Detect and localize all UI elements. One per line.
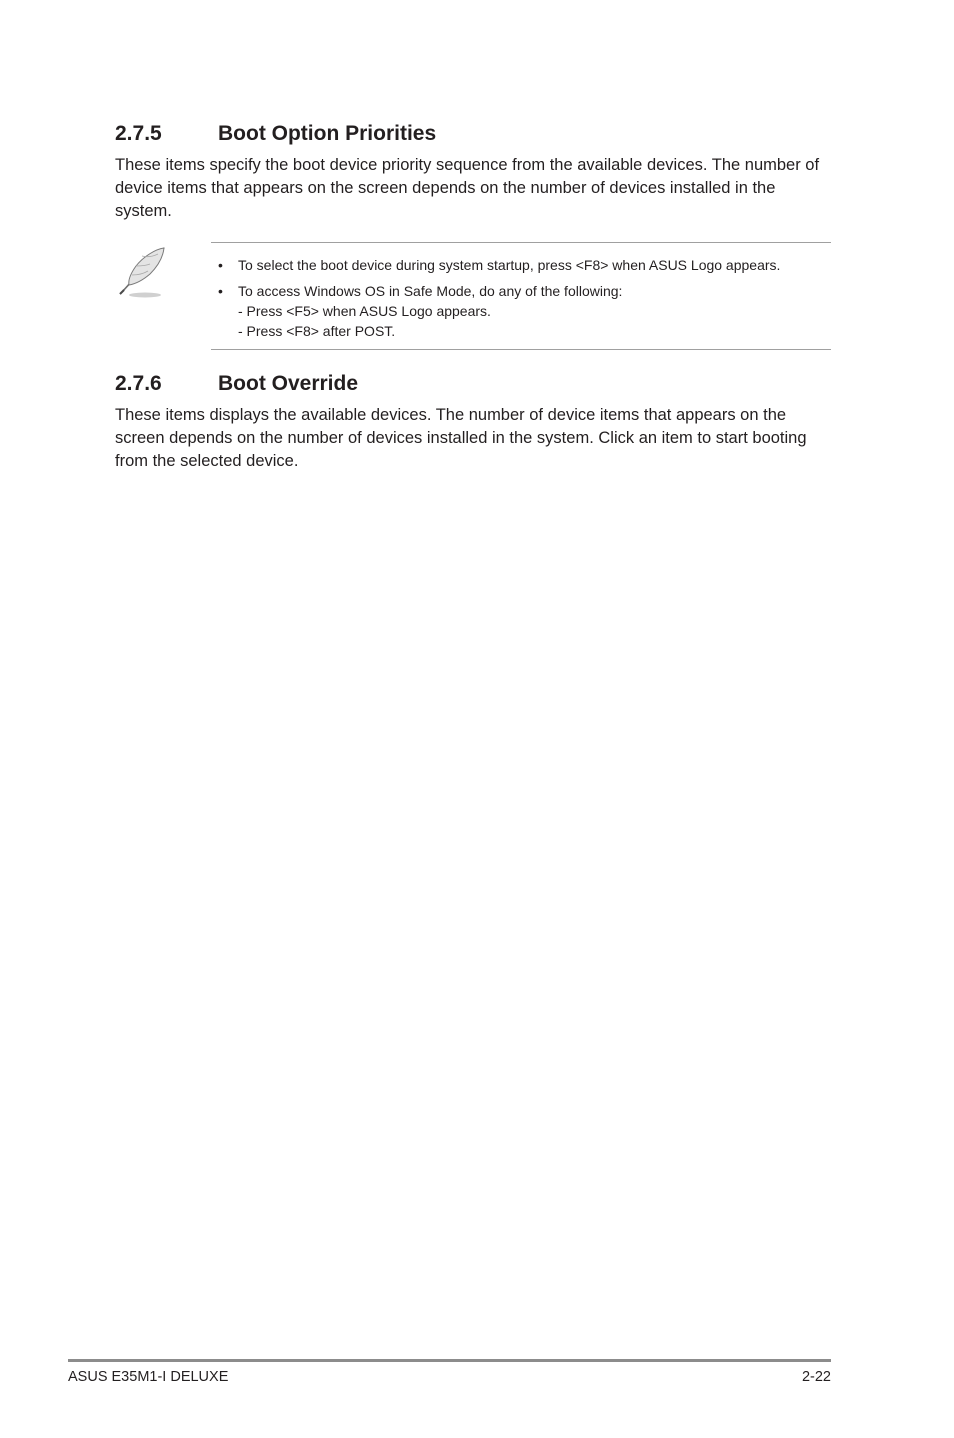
footer-page-number: 2-22: [801, 1369, 831, 1385]
note-item-text: To access Windows OS in Safe Mode, do any of the following:: [238, 283, 623, 299]
note-item-boot-device: [211, 255, 780, 275]
note-sub-line-f5: - Press <F5> when ASUS Logo appears.: [238, 303, 491, 319]
section-number: 2.7.5: [115, 122, 162, 145]
boot-override-description: These items displays the available devices. The number of device items that appears on the screen depends on the number of devices installed in the system. Click an item to start booting from the selected device.: [115, 406, 807, 470]
footer-divider: [68, 1359, 831, 1362]
section-heading-boot-override: [115, 371, 358, 397]
section-number: 2.7.6: [115, 372, 162, 395]
section-heading-boot-option-priorities: [115, 121, 436, 147]
footer-product-name: ASUS E35M1-I DELUXE: [68, 1369, 229, 1385]
note-sub-line-f8: - Press <F8> after POST.: [238, 323, 396, 339]
note-item-safe-mode: [211, 281, 780, 341]
bullet: •: [218, 283, 223, 299]
section-title: Boot Option Priorities: [218, 122, 437, 145]
feather-pen-icon: [112, 244, 174, 300]
note-item-text: To select the boot device during system startup, press <F8> when ASUS Logo appears.: [238, 257, 781, 273]
note-list: [211, 255, 780, 341]
note-box: [211, 242, 831, 350]
section-title: Boot Override: [218, 372, 359, 395]
boot-option-priorities-description: These items specify the boot device priority sequence from the available devices. The number of device items that appears on the screen depends on the number of devices installed in the system.: [115, 156, 820, 220]
bullet: •: [218, 257, 223, 273]
